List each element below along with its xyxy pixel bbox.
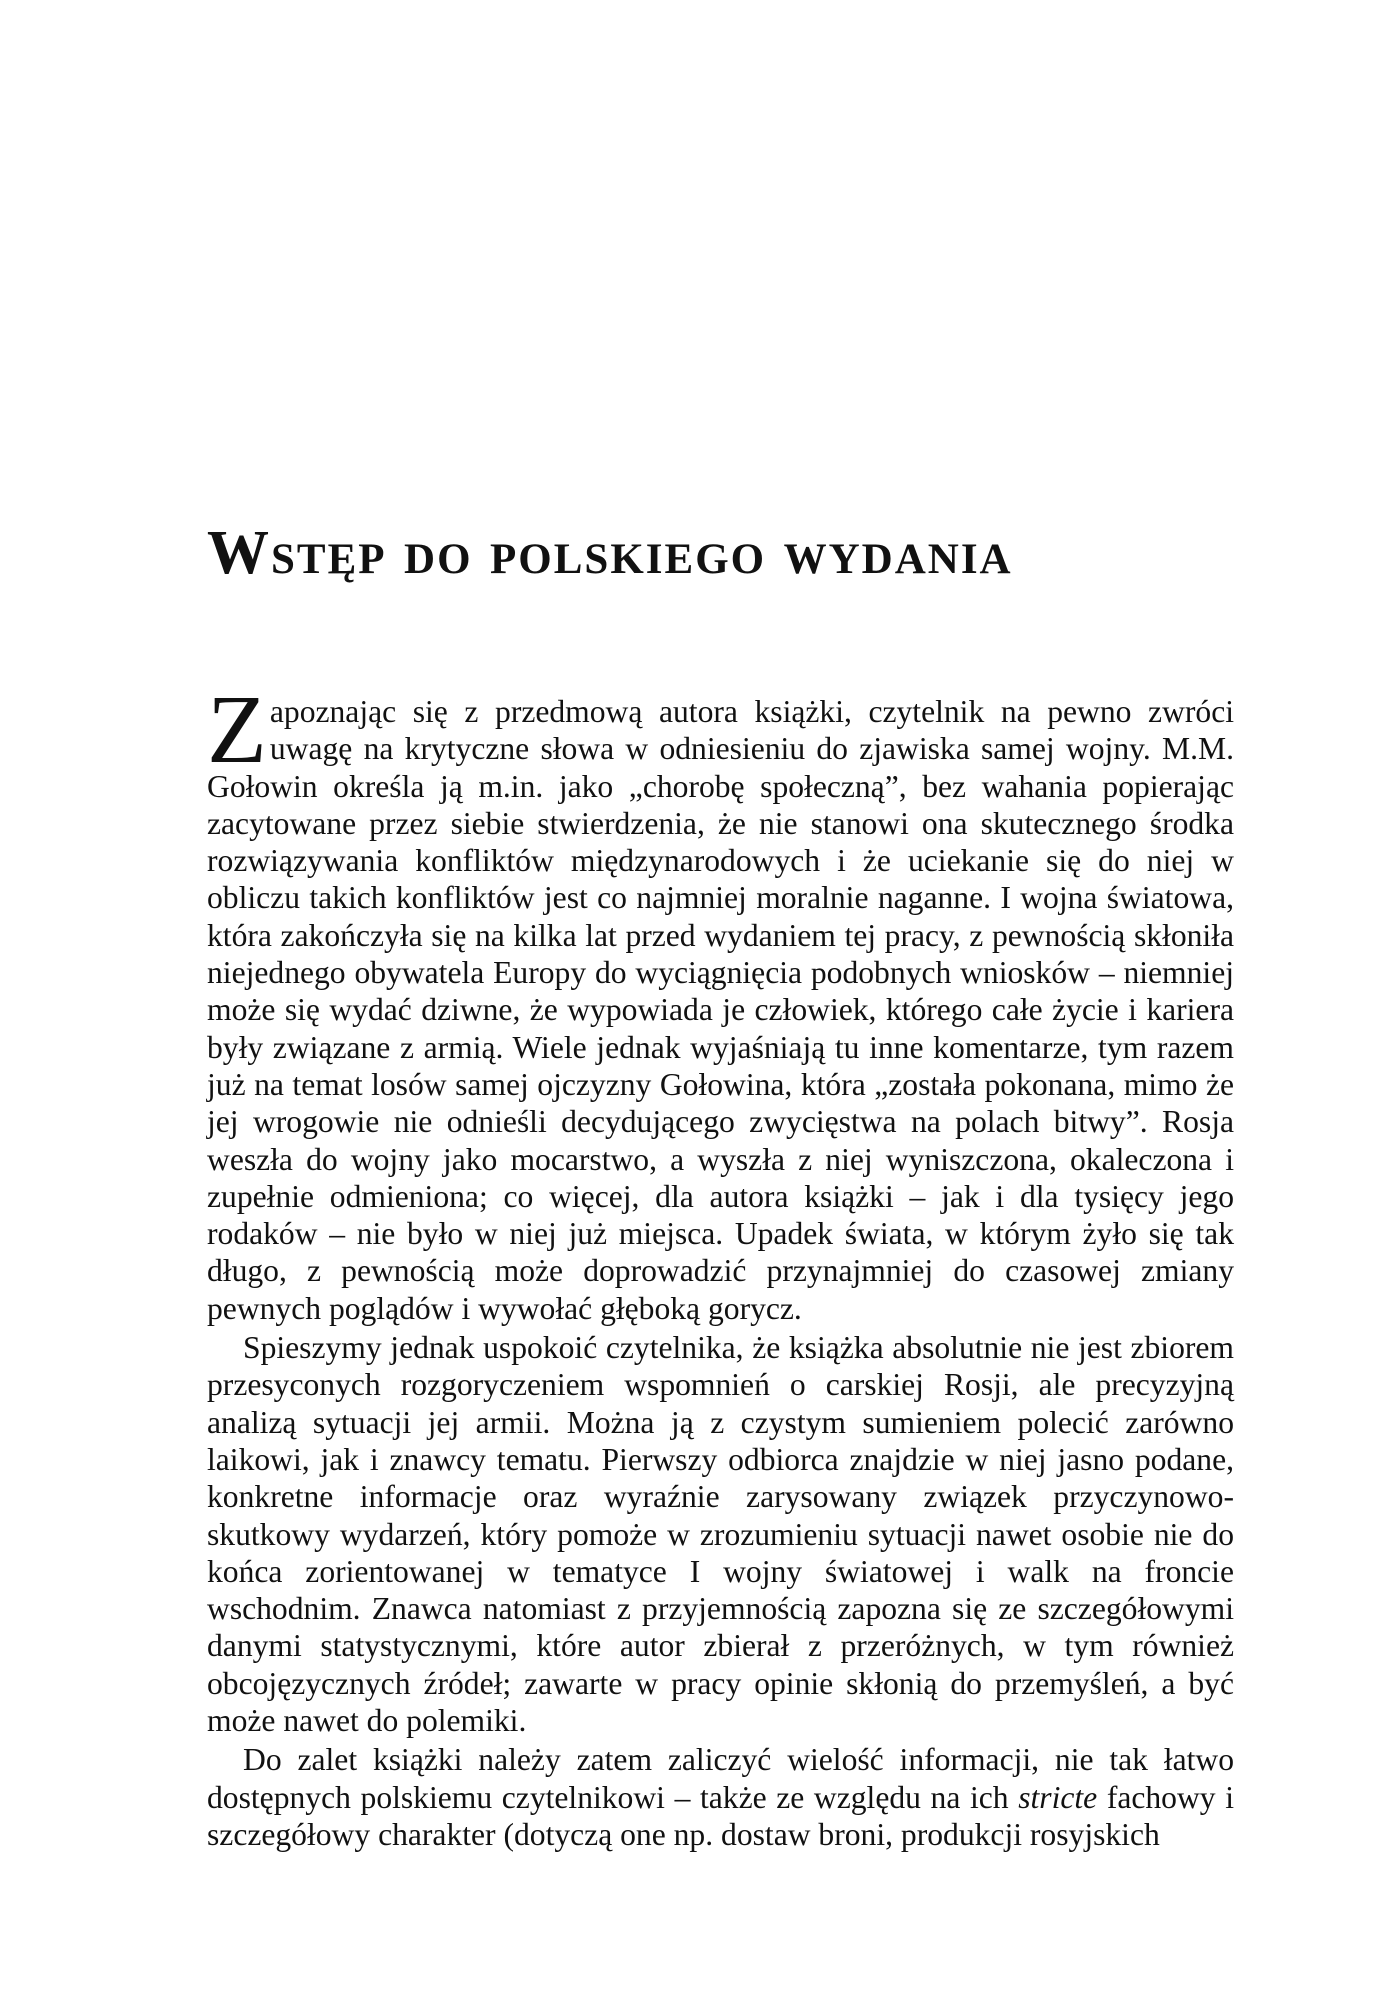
paragraph-1 (207, 676, 1234, 1327)
drop-cap: Z (207, 676, 267, 784)
paragraph-3 (207, 1741, 1234, 1853)
emphasis-term: stricte (1018, 1779, 1098, 1815)
paragraph-3-text-start: Do zalet książki należy zatem zaliczyć wielość informacji, nie tak łatwo dostępnych polskiemu czytelnikowi – także ze względu na ich (207, 1742, 1234, 1815)
paragraph-2: Spieszymy jednak uspokoić czytelnika, że książka absolutnie nie jest zbiorem przesyconych rozgoryczeniem wspomnień o carskiej Rosji, ale precyzyjną analizą sytuacji jej armii. Można ją z czystym sumieniem polecić zarówno laikowi, jak i znawcy tematu. Pierwszy odbiorca znajdzie w niej jasno podane, konkretne informacje oraz wyraźnie zarysowany związek przyczynowo-skutkowy wydarzeń, który pomoże w zrozumieniu sytuacji nawet osobie nie do końca zorientowanej w tematyce I wojny światowej i walk na froncie wschodnim. Znawca natomiast z przyjemnością zapozna się ze szczegółowymi danymi statystycznymi, które autor zbierał z przeróżnych, w tym również obcojęzycznych źródeł; zawarte w pracy opinie skłonią do przemyśleń, a być może nawet do polemiki. (207, 1330, 1234, 1739)
paragraph-3-text-end: fachowy i szczegółowy charakter (dotyczą one np. dostaw broni, produkcji rosyjskich (207, 1779, 1234, 1852)
paragraph-1-text: apoznając się z przedmową autora książki, czytelnik na pewno zwróci uwagę na krytyczne słowa w odniesieniu do zjawiska samej wojny. M.M. Gołowin określa ją m.in. jako „chorobę społeczną”, bez wahania popierając zacytowane przez siebie stwierdzenia, że nie stanowi ona skutecznego środka rozwiązywania konfliktów międzynarodowych i że uciekanie się do niej w obliczu takich konfliktów jest co najmniej moralnie naganne. I wojna światowa, która zakończyła się na kilka lat przed wydaniem tej pracy, z pewnością skłoniła niejednego obywatela Europy do wyciągnięcia podobnych wniosków – niemniej może się wydać dziwne, że wypowiada je człowiek, którego całe życie i kariera były związane z armią. Wiele jednak wyjaśniają tu inne komentarze, tym razem już na temat losów samej ojczyzny Gołowina, która „została pokonana, mimo że jej wrogowie nie odnieśli decydującego zwycięstwa na polach bitwy”. Rosja weszła do wojny jako mocarstwo, a wyszła z niej wyniszczona, okaleczona i zupełnie odmieniona; co więcej, dla autora książki – jak i dla tysięcy jego rodaków – nie było w niej już miejsca. Upadek świata, w którym żyło się tak długo, z pewnością może doprowadzić przynajmniej do czasowej zmiany pewnych poglądów i wywołać głęboką gorycz. (207, 694, 1234, 1326)
chapter-title: Wstęp do polskiego wydania (207, 519, 1013, 587)
chapter-body (207, 676, 1234, 1853)
